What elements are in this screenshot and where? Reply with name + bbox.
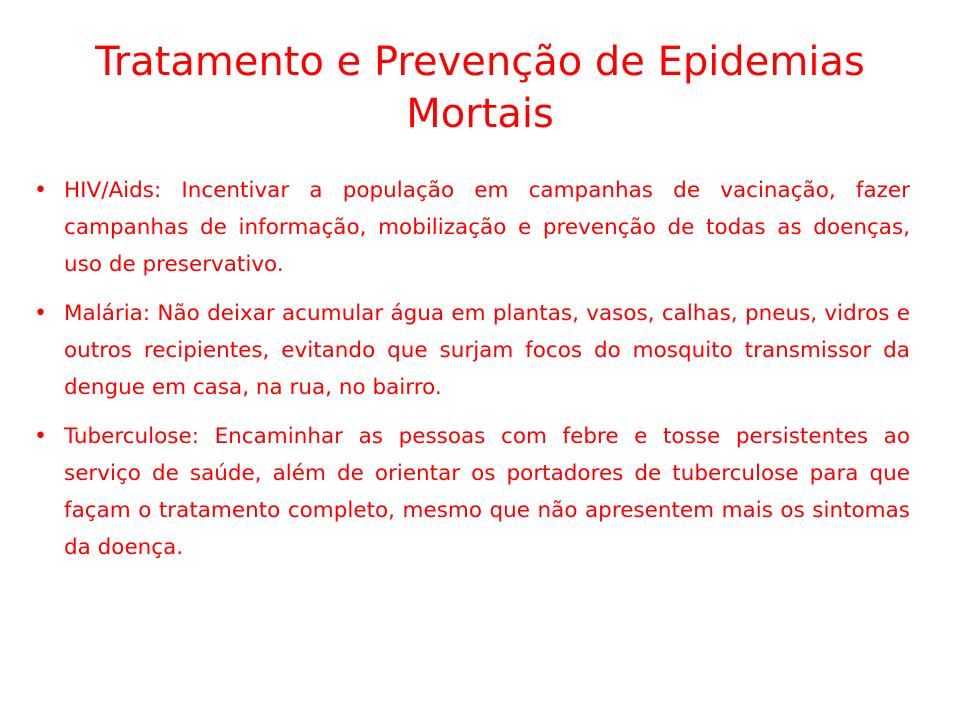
bullet-item-hiv-aids xyxy=(34,172,910,283)
bullet-item-tuberculose xyxy=(34,418,910,566)
bullet-list xyxy=(34,172,910,578)
bullet-icon: • xyxy=(34,424,47,449)
bullet-item-malaria xyxy=(34,295,910,406)
bullet-text: Tuberculose: Encaminhar as pessoas com febre e tosse persistentes ao serviço de saúde, além de orientar os portadores de tuberculose para que façam o tratamento completo, mesmo que não apresentem mais os sintomas da doença. xyxy=(64,424,910,560)
bullet-icon: • xyxy=(34,301,47,326)
bullet-text: HIV/Aids: Incentivar a população em campanhas de vacinação, fazer campanhas de informação, mobilização e prevenção de todas as doenças, uso de preservativo. xyxy=(64,178,910,277)
bullet-icon: • xyxy=(34,178,47,203)
slide-title: Tratamento e Prevenção de Epidemias Mortais xyxy=(95,39,865,137)
bullet-text: Malária: Não deixar acumular água em plantas, vasos, calhas, pneus, vidros e outros recipientes, evitando que surjam focos do mosquito transmissor da dengue em casa, na rua, no bairro. xyxy=(64,301,910,400)
